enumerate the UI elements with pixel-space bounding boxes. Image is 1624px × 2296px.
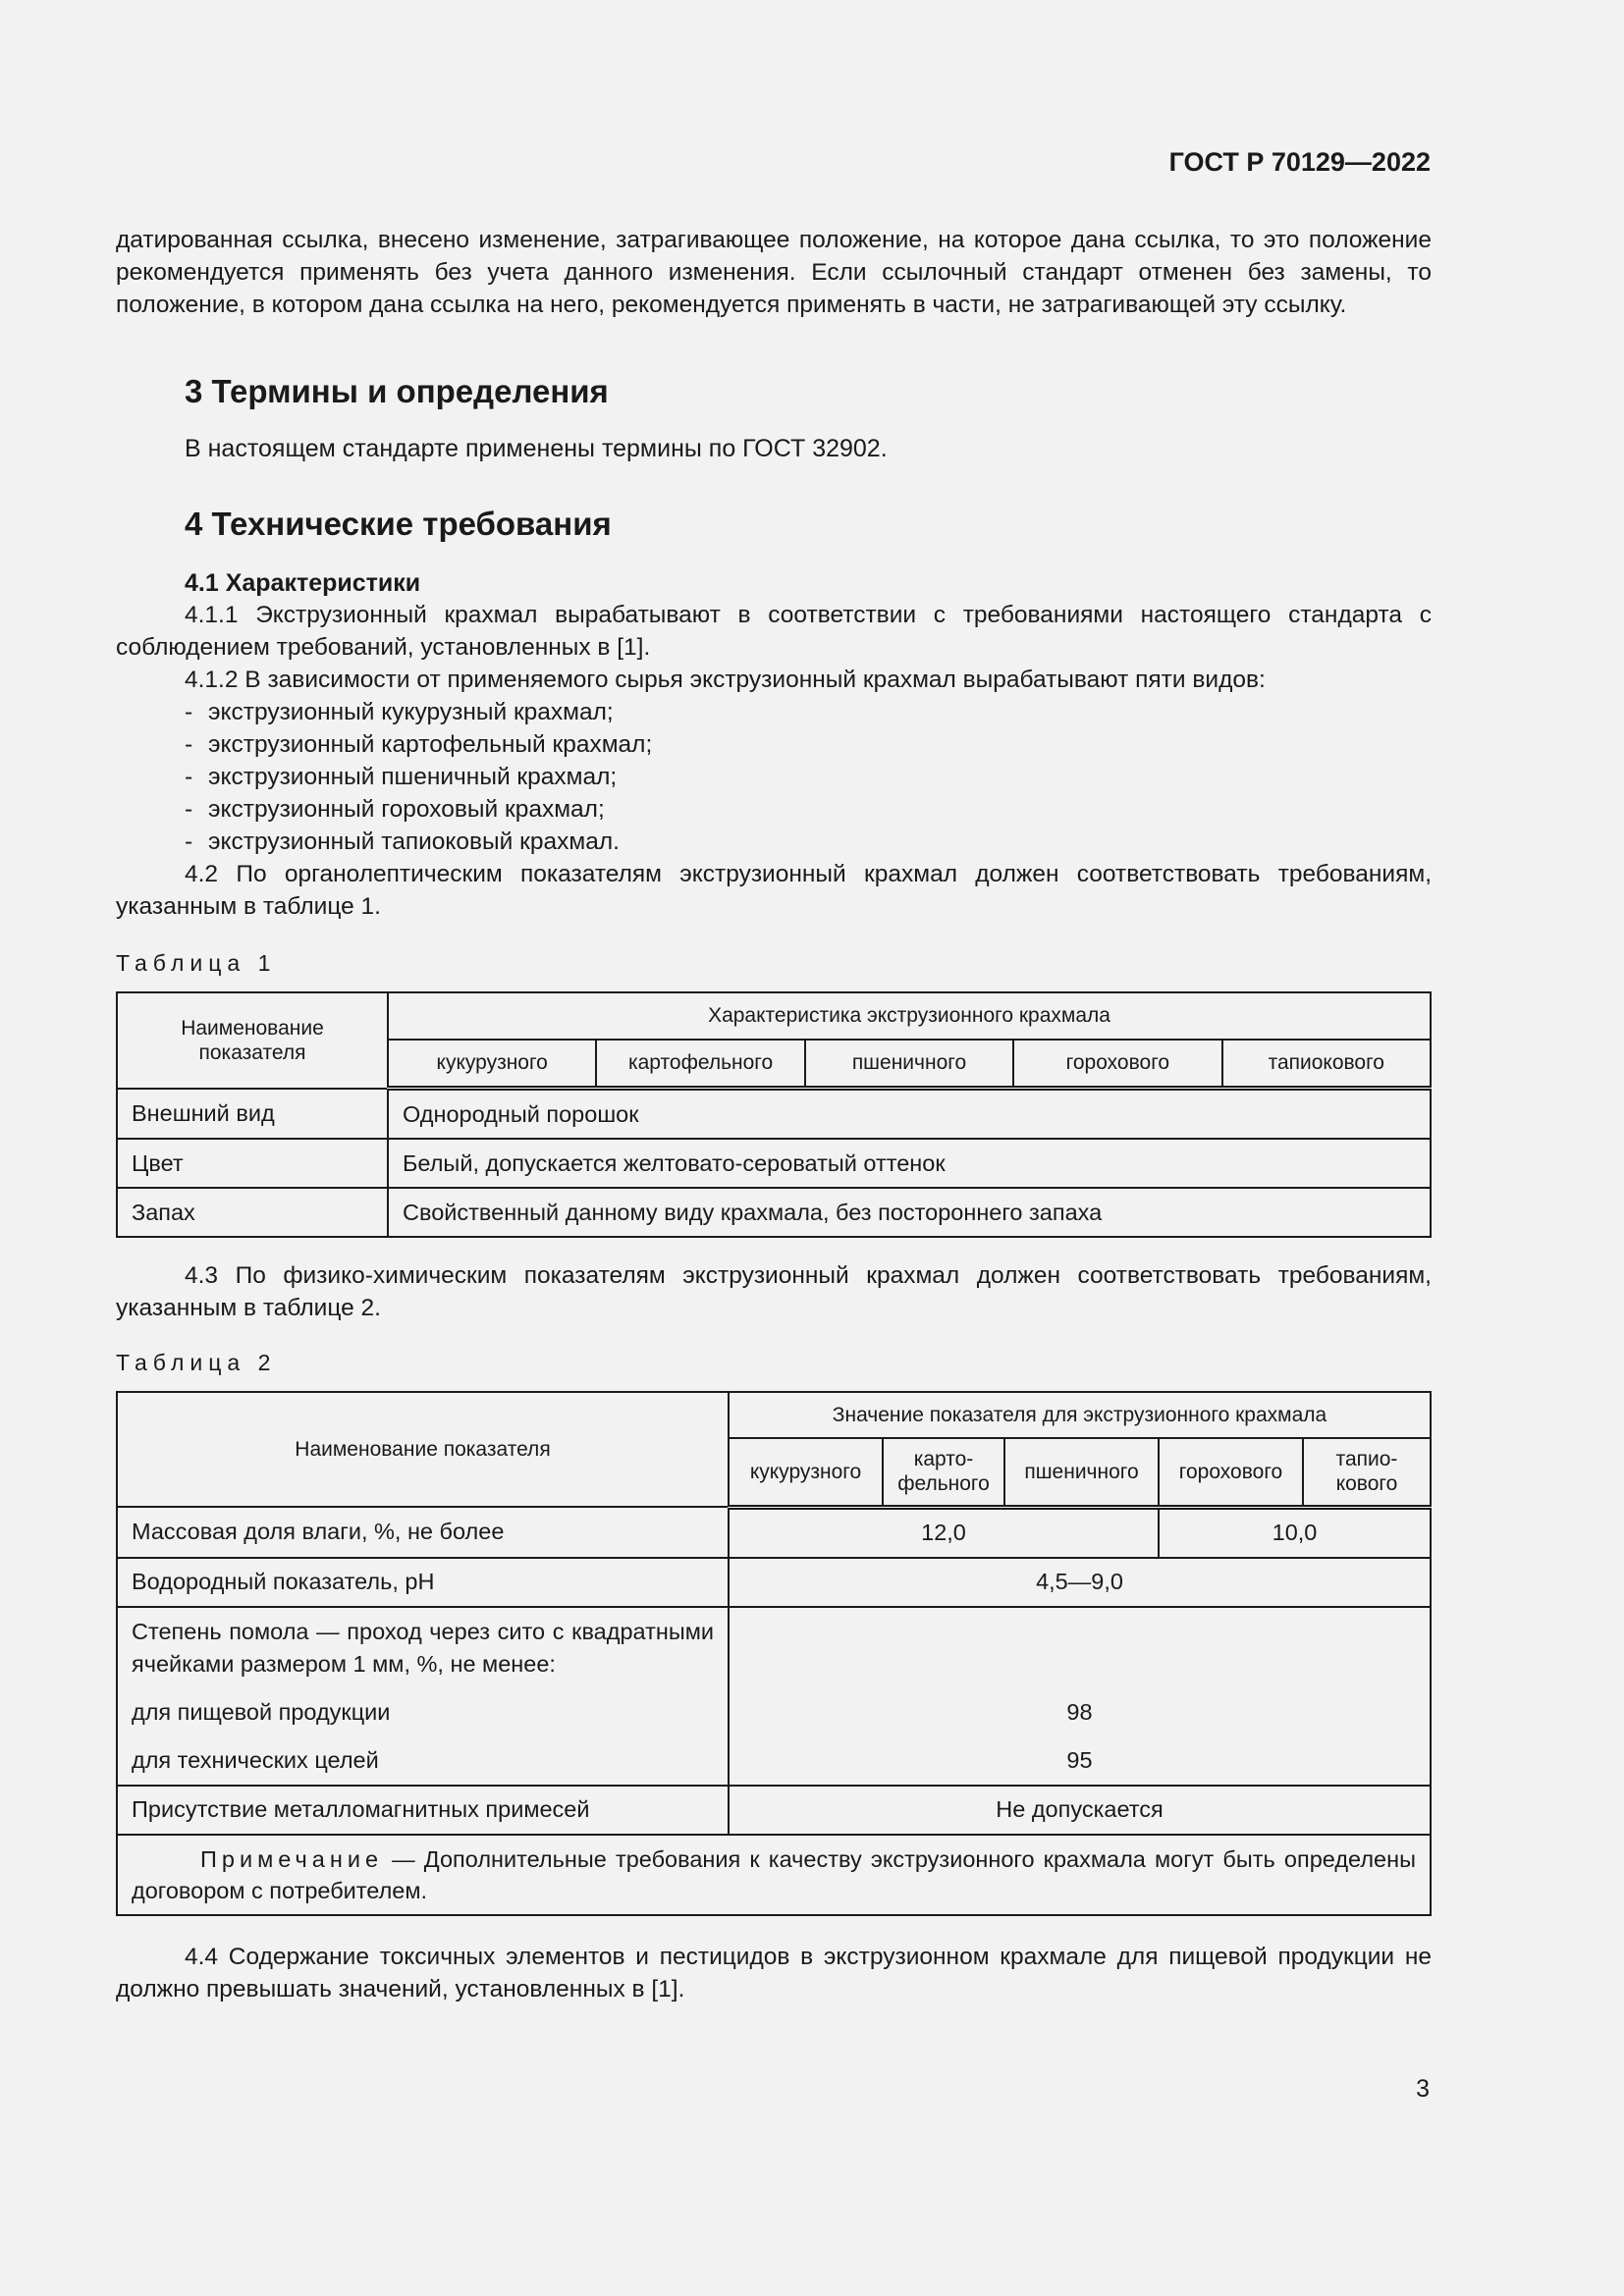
- table-1-col-wheat: пшеничного: [805, 1040, 1013, 1089]
- subsection-4-1-title: 4.1 Характеристики: [185, 569, 421, 597]
- starch-types-list: [116, 696, 1432, 858]
- paragraph-4-3: 4.3 По физико-химическим показателям экструзионный крахмал должен соответствовать требованиям, указанным в таблице 2.: [116, 1262, 1432, 1321]
- section-3-title: 3 Термины и определения: [185, 373, 609, 409]
- table-row: Массовая доля влаги, %, не более 12,0 10,0: [117, 1507, 1431, 1558]
- list-item: - экструзионный пшеничный крахмал;: [185, 764, 618, 790]
- paragraph-4-2: 4.2 По органолептическим показателям экструзионный крахмал должен соответствовать требованиям, указанным в таблице 1.: [116, 861, 1432, 920]
- table-2-head-name: Наименование показателя: [117, 1392, 729, 1507]
- table-1-head-name: Наименование показателя: [117, 992, 388, 1089]
- table-row: Водородный показатель, pH 4,5—9,0: [117, 1558, 1431, 1607]
- table-2-col-pea: горохового: [1159, 1438, 1303, 1507]
- table-1-col-corn: кукурузного: [388, 1040, 596, 1089]
- page-number: 3: [1416, 2075, 1430, 2103]
- paragraph-4-1-2: 4.1.2 В зависимости от применяемого сырья экструзионный крахмал вырабатывают пяти видов:: [185, 667, 1266, 693]
- table-row: Внешний вид Однородный порошок: [117, 1089, 1431, 1140]
- document-code: ГОСТ Р 70129—2022: [1168, 147, 1431, 177]
- table-row: Цвет Белый, допускается желтовато-сероватый оттенок: [117, 1139, 1431, 1188]
- table-2-col-wheat: пшеничного: [1004, 1438, 1159, 1507]
- list-item: - экструзионный тапиоковый крахмал.: [185, 828, 620, 855]
- table-1-head-group: Характеристика экструзионного крахмала: [388, 992, 1431, 1040]
- table-1-col-tapioca: тапиокового: [1222, 1040, 1431, 1089]
- intro-text: датированная ссылка, внесено изменение, затрагивающее положение, на которое дана ссылка, то это положение рекомендуется применять без учета данного изменения. Если ссылочный стандарт отменен без замены, то положение, в котором дана ссылка на него, рекомендуется применять в части, не затрагивающей эту ссылку.: [116, 227, 1432, 318]
- table-2-col-potato: карто- фельного: [883, 1438, 1004, 1507]
- table-row: Запах Свойственный данному виду крахмала, без постороннего запаха: [117, 1188, 1431, 1237]
- section-4-title: 4 Технические требования: [185, 506, 612, 542]
- table-row: Присутствие металломагнитных примесей Не допускается: [117, 1786, 1431, 1835]
- paragraph-4-4-block: [116, 1941, 1432, 2005]
- table-1-col-potato: картофельного: [596, 1040, 804, 1089]
- table-2-head-group: Значение показателя для экструзионного крахмала: [729, 1392, 1431, 1438]
- table-2-col-tapioca: тапио- кового: [1303, 1438, 1431, 1507]
- table-1: [116, 991, 1432, 1238]
- list-item: - экструзионный гороховый крахмал;: [185, 796, 605, 823]
- paragraph-4-1-1: 4.1.1 Экструзионный крахмал вырабатывают в соответствии с требованиями настоящего стандарта с соблюдением требований, установленных в [1].: [116, 602, 1432, 661]
- table-row: Степень помола — проход через сито с квадратными ячейками размером 1 мм, %, не менее: для пищевой продукции для технических целей 98 95: [117, 1607, 1431, 1786]
- list-item: - экструзионный кукурузный крахмал;: [185, 699, 614, 725]
- note-label: Примечание: [200, 1845, 384, 1872]
- section-3-text: В настоящем стандарте применены термины по ГОСТ 32902.: [185, 435, 888, 462]
- table-2-col-corn: кукурузного: [729, 1438, 883, 1507]
- note-text: — Дополнительные требования к качеству экструзионного крахмала могут быть определены договором с потребителем.: [132, 1845, 1416, 1903]
- table-1-col-pea: горохового: [1013, 1040, 1221, 1089]
- paragraph-4-4: 4.4 Содержание токсичных элементов и пестицидов в экструзионном крахмале для пищевой продукции не должно превышать значений, установленных в [1].: [116, 1944, 1432, 2002]
- table-1-caption: Таблица 1: [116, 950, 277, 976]
- list-item: - экструзионный картофельный крахмал;: [185, 731, 653, 758]
- intro-paragraph: [116, 224, 1432, 321]
- table-note-row: [117, 1835, 1431, 1915]
- section-4-body: [116, 599, 1432, 923]
- paragraph-4-3-block: [116, 1259, 1432, 1324]
- table-2: [116, 1391, 1432, 1916]
- table-2-caption: Таблица 2: [116, 1350, 277, 1375]
